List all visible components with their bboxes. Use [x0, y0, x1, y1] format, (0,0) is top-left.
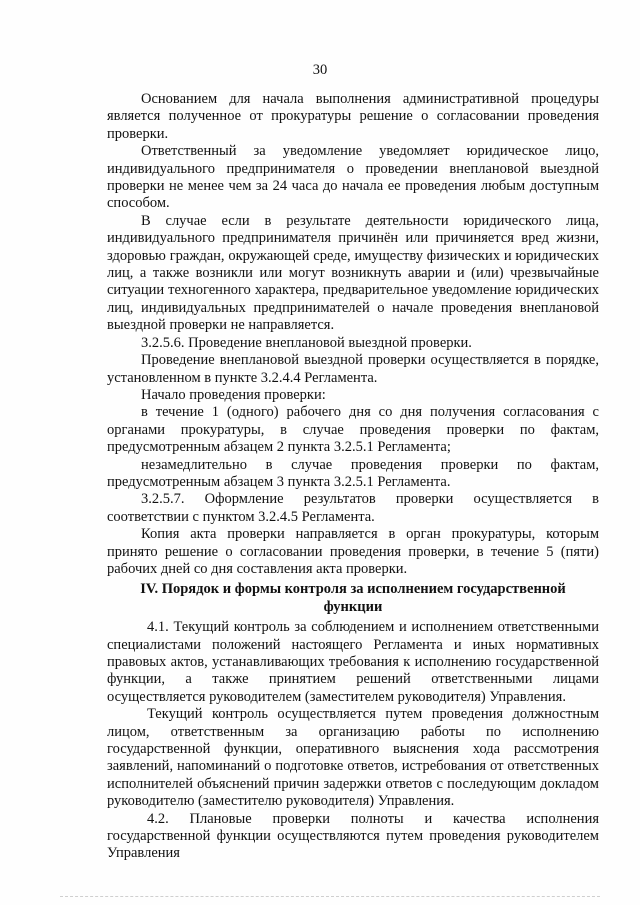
section-paragraph: Текущий контроль осуществляется путем проведения должностным лицом, ответственным за организацию работы по исполнению государственной функции, оперативного выяснения хода рассмотрения заявлений, напоминаний о подготовке ответов, истребования от ответственных исполнителей объяснений причин задержки ответов с последующим докладом руководителю (заместителю руководителя) Управления.: [107, 706, 599, 810]
paragraph: 3.2.5.6. Проведение внеплановой выездной проверки.: [141, 334, 472, 351]
paragraph: Ответственный за уведомление уведомляет юридическое лицо, индивидуального предпринимателя о проведении внеплановой выездной проверки не менее чем за 24 часа до начала ее проведения любым доступным способом.: [107, 143, 599, 212]
paragraph: Начало проведения проверки:: [141, 386, 326, 403]
paragraph: Копия акта проверки направляется в орган прокуратуры, которым принято решение о согласовании проведения проверки, в течение 5 (пяти) рабочих дней со дня составления акта проверки.: [107, 526, 599, 577]
paragraph: В случае если в результате деятельности юридического лица, индивидуального предпринимателя причинён или причиняется вред жизни, здоровью граждан, окружающей среде, имуществу физических и юридических лиц, а также возникли или могут возникнуть аварии и (или) чрезвычайные ситуации техногенного характера, предварительное уведомление юридических лиц, индивидуальных предпринимателей о начале проведения внеплановой выездной проверки не направляется.: [107, 212, 599, 334]
scan-footer-artifact: [60, 896, 600, 897]
paragraph: Проведение внеплановой выездной проверки осуществляется в порядке, установленном в пункте 3.2.4.4 Регламента.: [107, 352, 599, 386]
paragraph: 3.2.5.7. Оформление результатов проверки осуществляется в соответствии с пунктом 3.2.4.5 Регламента.: [107, 491, 599, 525]
section-heading: IV. Порядок и формы контроля за исполнением государственной функции: [140, 581, 566, 615]
paragraph: Основанием для начала выполнения административной процедуры является полученное от прокуратуры решение о согласовании проведения проверки.: [107, 91, 599, 142]
section-paragraph: 4.1. Текущий контроль за соблюдением и исполнением ответственными специалистами положений настоящего Регламента и иных нормативных правовых актов, устанавливающих требования к исполнению государственной функции, а также принятием решений ответственными лицами осуществляется руководителем (заместителем руководителя) Управления.: [107, 619, 599, 705]
section-paragraph: 4.2. Плановые проверки полноты и качества исполнения государственной функции осуществляются путем проведения руководителем Управления: [107, 810, 599, 862]
paragraph: незамедлительно в случае проведения проверки по фактам, предусмотренным абзацем 3 пункта 3.2.5.1 Регламента.: [107, 456, 599, 490]
page-number: 30: [312, 62, 328, 78]
paragraph: в течение 1 (одного) рабочего дня со дня получения согласования с органами прокуратуры, в случае проведения проверки по фактам, предусмотренным абзацем 2 пункта 3.2.5.1 Регламента;: [107, 404, 599, 456]
document-body: [107, 91, 599, 863]
